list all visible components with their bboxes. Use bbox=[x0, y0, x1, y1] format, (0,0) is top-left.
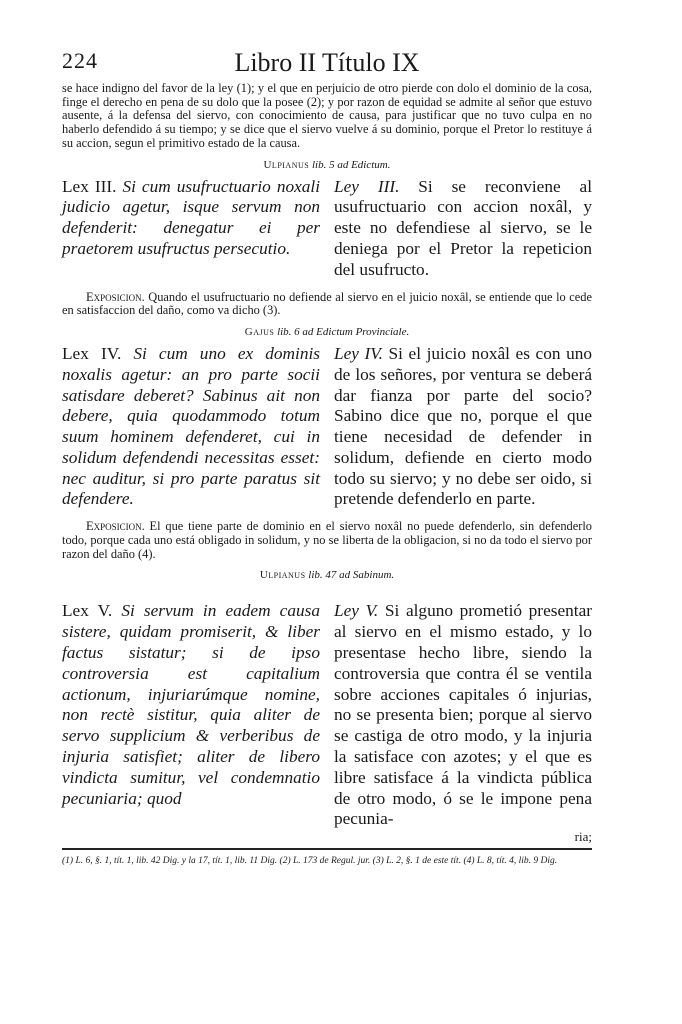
attribution-lex-5 bbox=[62, 569, 592, 581]
exposition-text: Quando el usufructuario no defiende al siervo en el juicio noxâl, se entiende que lo cede en satisfaccion del daño, como va dicho (3). bbox=[62, 289, 592, 318]
running-title: Libro II Título IX bbox=[234, 48, 420, 77]
spanish-lead: Ley V. bbox=[334, 601, 379, 621]
latin-lead: Lex III. bbox=[62, 176, 117, 196]
latin-column bbox=[62, 177, 320, 281]
spanish-text: Si el juicio noxâl es con uno de los señores, por ventura se deberá dar fianza por parte del socio? Sabino dice que no, porque el que tiene necesidad de defender in solidum, defiende en cierto modo todo su siervo; y no debe ser oido, si pretende defenderlo en parte. bbox=[334, 343, 592, 509]
page bbox=[62, 48, 592, 867]
exposition-label: Exposicion. bbox=[86, 519, 145, 534]
latin-lead: Lex IV. bbox=[62, 343, 122, 363]
exposition-lex-4 bbox=[62, 520, 592, 561]
spanish-column bbox=[334, 344, 592, 510]
latin-column bbox=[62, 344, 320, 510]
latin-lead: Lex V. bbox=[62, 601, 113, 621]
parallel-text-lex-5 bbox=[62, 601, 592, 830]
spanish-column bbox=[334, 177, 592, 281]
attribution-author: Ulpianus bbox=[259, 569, 306, 582]
exposition-lex-3 bbox=[62, 291, 592, 318]
latin-text: Si cum uno ex dominis noxalis agetur: an pro parte socii satisdare deberet? Sabinus ait non debere, quia quodammodo totum suum hominem defenderet, cui in solidum defendendi necessitas esset: nec auditur, si pro parte paratus sit defendere. bbox=[62, 343, 320, 509]
latin-text: Si servum in eadem causa sistere, quidam promiserit, & liber factus sistatur; si de ipso controversia est capitalium actionum, injuriarúmque nomine, non rectè sistitur, quia aliter de servo supplicium & verberibus de injuria satisfiet; aliter de libero vindicta sumitur, vel condemnatio pecuniaria; quod bbox=[62, 601, 320, 808]
spanish-lead: Ley III. bbox=[334, 176, 400, 196]
exposition-text: El que tiene parte de dominio en el siervo noxâl no puede defenderlo, sin defenderlo todo, porque cada uno está obligado in solidum, y no se liberta de la obligacion, si no da todo el siervo por razon del daño (4). bbox=[62, 519, 592, 561]
catchword: ria; bbox=[574, 829, 592, 845]
spanish-lead: Ley IV. bbox=[334, 343, 383, 363]
attribution-lex-3 bbox=[62, 159, 592, 171]
parallel-text-lex-4 bbox=[62, 344, 592, 510]
attribution-source: lib. 6 ad Edictum Provinciale. bbox=[277, 325, 410, 338]
latin-text: Si cum usufructuario noxali judicio agetur, isque servum non defenderit: denegatur ei per praetorem usufructus persecutio. bbox=[62, 176, 321, 258]
page-header bbox=[62, 48, 592, 82]
footnotes: (1) L. 6, §. 1, tít. 1, lib. 42 Dig. y la 17, tít. 1, lib. 11 Dig. (2) L. 173 de Regul. jur. (3) L. 2, §. 1 de este tít. (4) L. 8, tít. 4, lib. 9 Dig. bbox=[62, 856, 558, 867]
latin-column bbox=[62, 601, 320, 830]
attribution-author: Gajus bbox=[244, 325, 275, 338]
spanish-text: Si alguno prometió presentar al siervo en el mismo estado, y lo presentase hecho libre, siendo la controversia que contra él se ventila sobre acciones capitales ó injurias, no se presenta bien; porque al siervo se castiga de otro modo, y la injuria la satisface con azotes; y el que es libre satisface á la vindicta pública de otro modo, ó se le impone pena pecunia- bbox=[334, 601, 592, 829]
exposition-label: Exposicion. bbox=[86, 289, 145, 304]
spanish-column bbox=[334, 601, 592, 830]
attribution-author: Ulpianus bbox=[263, 158, 310, 171]
parallel-text-lex-3 bbox=[62, 177, 592, 281]
spanish-text: Si se reconviene al usufructuario con accion noxâl, y este no defendiese al siervo, se le deniega por el Pretor la repeticion del usufructo. bbox=[334, 176, 592, 279]
intro-paragraph: se hace indigno del favor de la ley (1); y el que en perjuicio de otro pierde con dolo el dominio de la cosa, finge el derecho en pena de su dolo que la posee (2); y por razon de equidad se admite al señor que estuvo ausente, á la defensa del siervo, con conocimiento de causa, para justificar que no tuvo culpa en no haberlo defendido á su tiempo; y se dice que el siervo vuelve á su dominio, porque el Pretor lo restituye á su accion, segun el primitivo estado de la causa. bbox=[62, 81, 592, 150]
footnote-divider bbox=[62, 848, 592, 850]
page-number: 224 bbox=[62, 48, 98, 73]
attribution-source: lib. 5 ad Edictum. bbox=[311, 158, 391, 171]
attribution-lex-4 bbox=[62, 326, 592, 338]
attribution-source: lib. 47 ad Sabinum. bbox=[308, 569, 395, 582]
